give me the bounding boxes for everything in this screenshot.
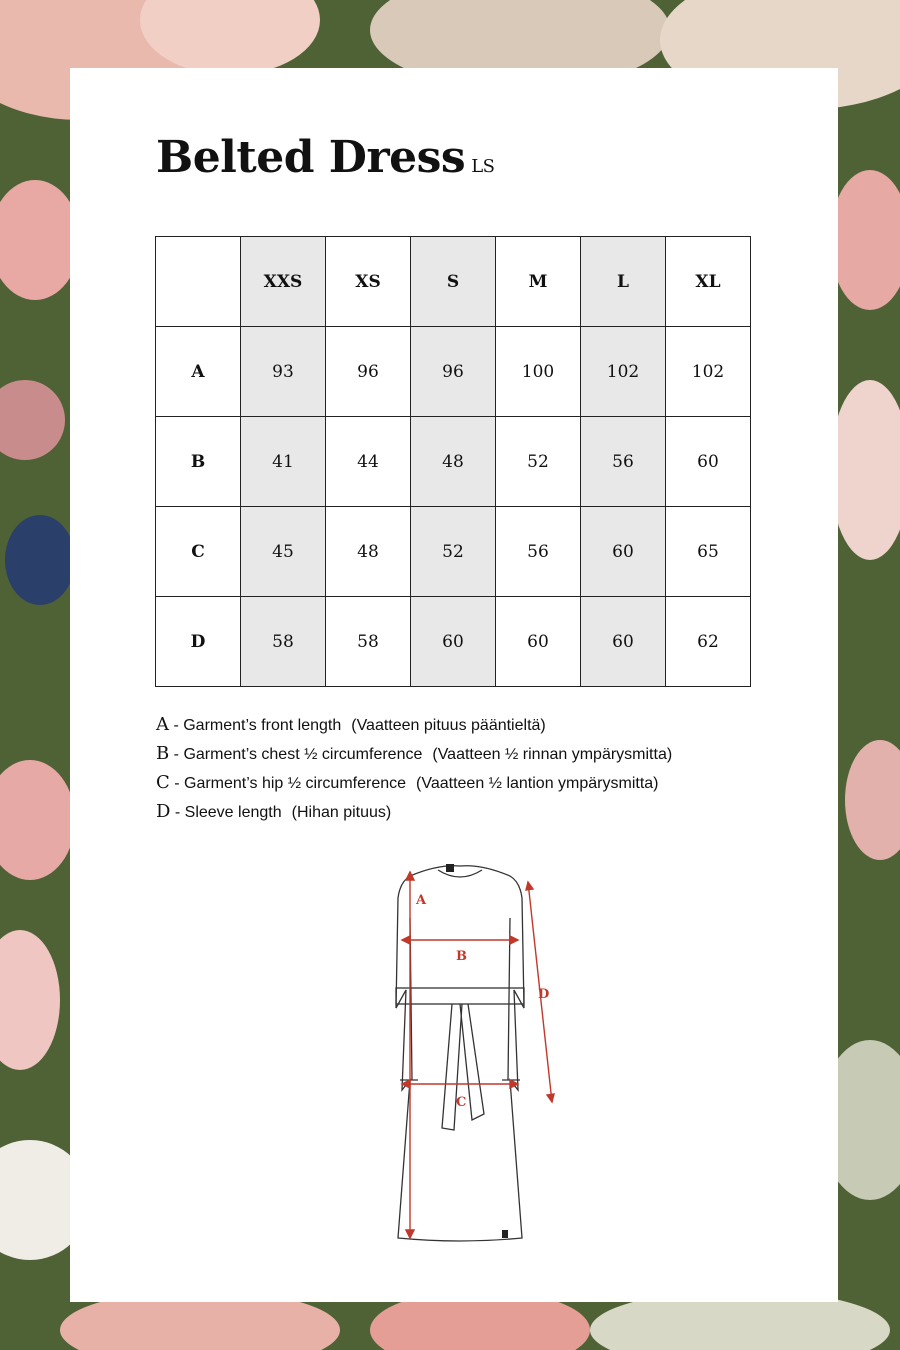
row-label: C bbox=[156, 507, 241, 597]
row-label: A bbox=[156, 327, 241, 417]
table-cell: 60 bbox=[411, 597, 496, 687]
product-title bbox=[156, 128, 494, 197]
table-cell: 102 bbox=[581, 327, 666, 417]
table-cell: 56 bbox=[496, 507, 581, 597]
legend-key: B bbox=[156, 743, 170, 764]
legend-translation: (Vaatteen ½ lantion ympärysmitta) bbox=[416, 775, 659, 792]
legend-text: - Garment’s chest ½ circumference bbox=[169, 746, 423, 763]
table-cell: 48 bbox=[411, 417, 496, 507]
measurement-lines bbox=[402, 872, 554, 1238]
table-row bbox=[156, 327, 751, 417]
row-label: B bbox=[156, 417, 241, 507]
size-header-xl: XL bbox=[666, 237, 751, 327]
size-header-xs: XS bbox=[326, 237, 411, 327]
table-cell: 60 bbox=[581, 597, 666, 687]
label-b: B bbox=[456, 949, 467, 964]
table-row bbox=[156, 597, 751, 687]
legend-key: C bbox=[156, 772, 170, 793]
size-header-xxs: XXS bbox=[241, 237, 326, 327]
legend-key: A bbox=[156, 714, 169, 735]
table-cell: 62 bbox=[666, 597, 751, 687]
legend-text: - Garment’s hip ½ circumference bbox=[169, 775, 407, 792]
label-d: D bbox=[538, 987, 550, 1002]
legend-item bbox=[156, 768, 796, 797]
table-cell: 102 bbox=[666, 327, 751, 417]
table-cell: 56 bbox=[581, 417, 666, 507]
dress-diagram bbox=[350, 858, 570, 1258]
table-cell: 45 bbox=[241, 507, 326, 597]
size-table bbox=[155, 236, 751, 687]
table-cell: 65 bbox=[666, 507, 751, 597]
legend-text: - Garment’s front length bbox=[169, 717, 342, 734]
legend-translation: (Vaatteen pituus pääntieltä) bbox=[351, 717, 546, 734]
legend-text: - Sleeve length bbox=[170, 804, 282, 821]
hem-label-icon bbox=[502, 1230, 508, 1238]
legend-item bbox=[156, 710, 796, 739]
table-cell: 52 bbox=[496, 417, 581, 507]
table-cell: 58 bbox=[326, 597, 411, 687]
legend-translation: (Vaatteen ½ rinnan ympärysmitta) bbox=[432, 746, 673, 763]
table-cell: 96 bbox=[326, 327, 411, 417]
legend-item bbox=[156, 797, 796, 826]
legend-translation: (Hihan pituus) bbox=[291, 804, 392, 821]
table-cell: 41 bbox=[241, 417, 326, 507]
table-cell: 100 bbox=[496, 327, 581, 417]
size-chart-card bbox=[70, 68, 838, 1302]
legend-key: D bbox=[156, 801, 171, 822]
neck-label-icon bbox=[446, 864, 454, 872]
size-header-row bbox=[156, 237, 751, 327]
corner-cell bbox=[156, 237, 241, 327]
table-cell: 58 bbox=[241, 597, 326, 687]
row-label: D bbox=[156, 597, 241, 687]
table-cell: 96 bbox=[411, 327, 496, 417]
table-cell: 93 bbox=[241, 327, 326, 417]
product-name: Belted Dress bbox=[156, 132, 466, 183]
table-cell: 52 bbox=[411, 507, 496, 597]
label-a: A bbox=[416, 893, 427, 908]
legend-item bbox=[156, 739, 796, 768]
dress-outline bbox=[396, 866, 524, 1241]
table-cell: 60 bbox=[496, 597, 581, 687]
table-row bbox=[156, 507, 751, 597]
product-variant: LS bbox=[471, 156, 495, 177]
measurement-legend bbox=[156, 710, 796, 826]
size-header-m: M bbox=[496, 237, 581, 327]
table-cell: 44 bbox=[326, 417, 411, 507]
table-row bbox=[156, 417, 751, 507]
label-c: C bbox=[456, 1095, 467, 1110]
table-cell: 48 bbox=[326, 507, 411, 597]
size-header-l: L bbox=[581, 237, 666, 327]
size-header-s: S bbox=[411, 237, 496, 327]
table-cell: 60 bbox=[581, 507, 666, 597]
table-cell: 60 bbox=[666, 417, 751, 507]
